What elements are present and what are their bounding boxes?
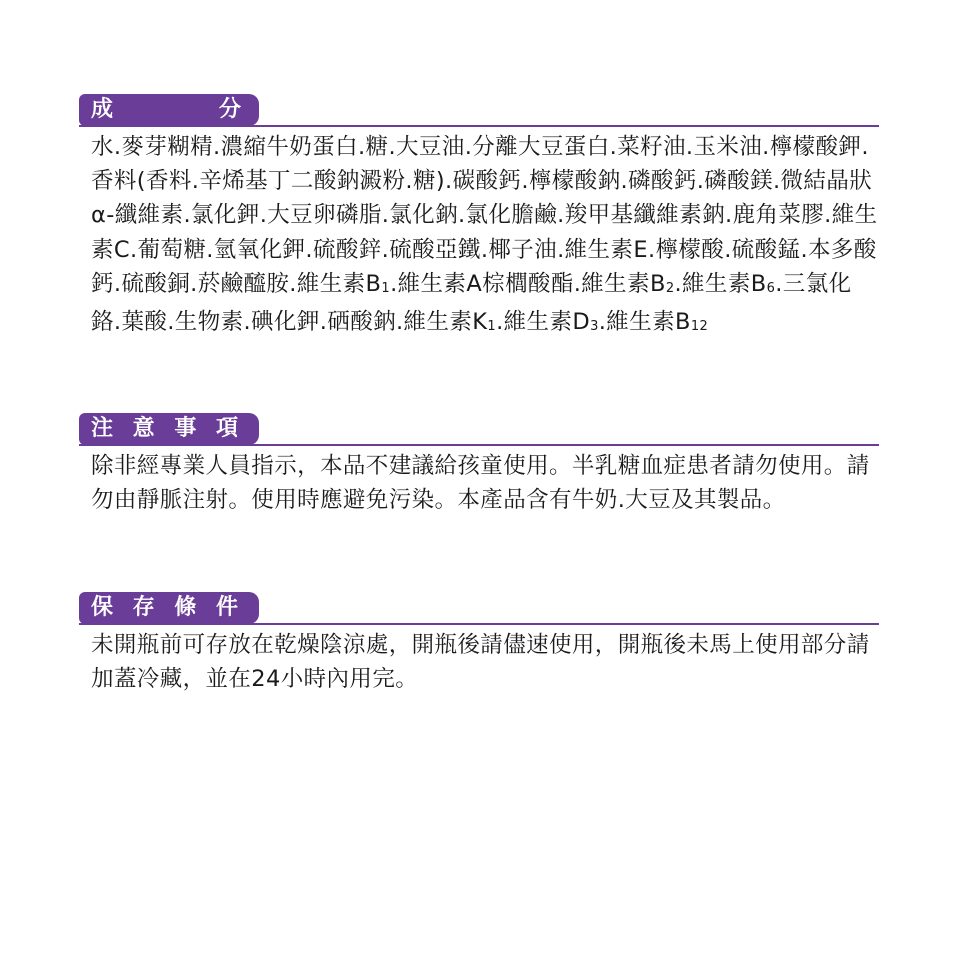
storage-section bbox=[79, 592, 879, 696]
storage-text: 未開瓶前可存放在乾燥陰涼處，開瓶後請儘速使用，開瓶後未馬上使用部分請加蓋冷藏，並在24小時內用完。 bbox=[91, 632, 870, 693]
storage-title: 保 存 條 件 bbox=[79, 592, 259, 624]
ingredients-title-char-1: 成 bbox=[91, 97, 114, 122]
ingredients-title bbox=[79, 94, 259, 126]
ingredients-section bbox=[79, 94, 879, 343]
precautions-title: 注 意 事 項 bbox=[79, 413, 259, 445]
precautions-header bbox=[79, 413, 879, 445]
precautions-text: 除非經專業人員指示，本品不建議給孩童使用。半乳糖血症患者請勿使用。請勿由靜脈注射。使用時應避免污染。本產品含有牛奶.大豆及其製品。 bbox=[91, 453, 870, 514]
ingredients-header bbox=[79, 94, 879, 126]
ingredients-text: 水.麥芽糊精.濃縮牛奶蛋白.糖.大豆油.分離大豆蛋白.菜籽油.玉米油.檸檬酸鉀.香料(香料.辛烯基丁二酸鈉澱粉.糖).碳酸鈣.檸檬酸鈉.磷酸鈣.磷酸鎂.微結晶狀α-纖維素.氯化鉀.大豆卵磷脂.氯化鈉.氯化膽鹼.羧甲基纖維素鈉.鹿角菜膠.維生素C.葡萄糖.氫氧化鉀.硫酸鋅.硫酸亞鐵.椰子油.維生素E.檸檬酸.硫酸錳.本多酸鈣.硫酸銅.菸鹼醯胺.維生素$B_1$.維生素A棕櫚酸酯.維生素$B_2$.維生素$B_6$.三氯化鉻.葉酸.生物素.碘化鉀.硒酸鈉.維生素$K_1$.維生素$D_3$.維生素$B_{12}$ bbox=[91, 134, 878, 336]
precautions-section bbox=[79, 413, 879, 517]
ingredients-title-char-2: 分 bbox=[218, 97, 241, 122]
storage-header bbox=[79, 592, 879, 624]
